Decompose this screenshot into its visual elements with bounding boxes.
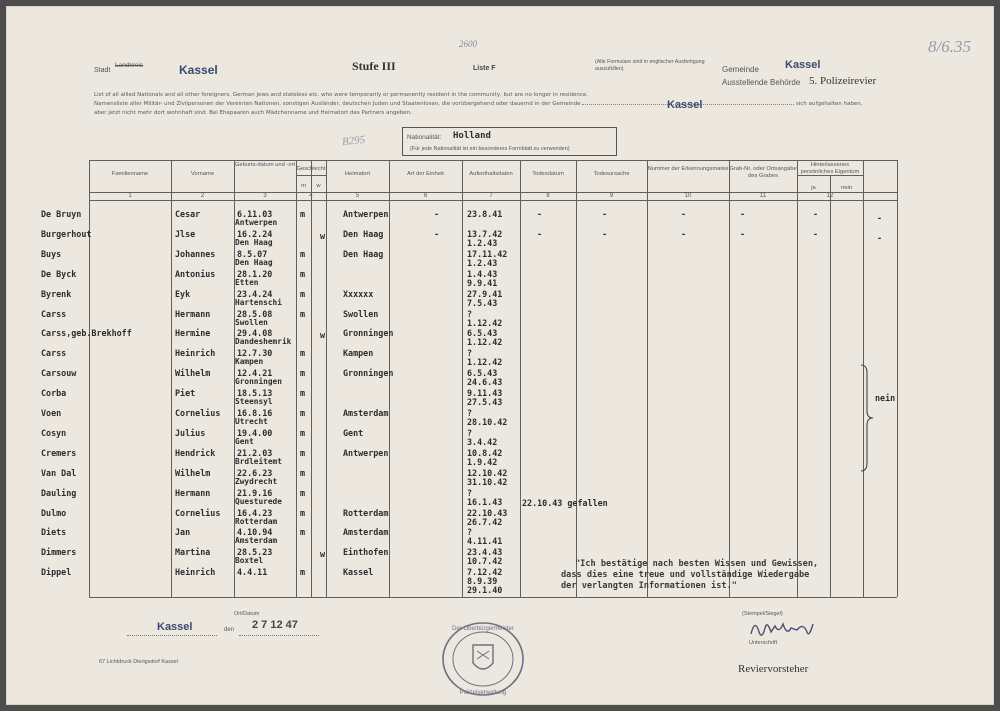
- cell-familienname: Dauling: [41, 487, 77, 498]
- cell-heimatort: Gronningen: [343, 368, 394, 379]
- cell-geburtsdatum: 4.4.11: [237, 567, 268, 578]
- cell-geburtsort: Hartenschi: [235, 297, 282, 307]
- cell-aufenthalt: ?: [467, 427, 473, 438]
- cell-familienname: De Byck: [41, 268, 77, 279]
- document-sheet: [6, 6, 994, 705]
- cell-einheit: -: [434, 209, 440, 219]
- cell-geburtsort: Kampen: [235, 357, 264, 367]
- column-header: Art der Einheit: [407, 171, 444, 177]
- cell-sex-m: m: [300, 388, 306, 399]
- cell-heimatort: Gronningen: [343, 328, 394, 339]
- table-rule: [296, 160, 297, 597]
- table-rule: [830, 175, 831, 597]
- column-number: 10: [684, 193, 692, 199]
- cell-geburtsdatum: 28.5.08: [237, 308, 273, 319]
- cell-aufenthalt: 22.10.43: [467, 507, 508, 518]
- cell-aufenthalt-2: 9.9.41: [467, 277, 498, 288]
- cell-todesdatum: -: [537, 209, 543, 219]
- ort-value: Kassel: [157, 621, 193, 633]
- date-value: 2 7 12 47: [252, 619, 298, 631]
- cell-sex-m: m: [300, 447, 306, 458]
- cell-geburtsdatum: 4.10.94: [237, 527, 273, 538]
- cell-aufenthalt-2: 7.5.43: [467, 297, 498, 308]
- cell-heimatort: Xxxxxx: [343, 288, 374, 299]
- cell-familienname: Dulmo: [41, 507, 67, 518]
- cell-familienname: Diets: [41, 527, 67, 538]
- cell-geburtsdatum: 21.2.03: [237, 447, 273, 458]
- cell-geburtsdatum: 28.5.23: [237, 547, 273, 558]
- cert-line-2: dass dies eine treue und vollständige Wiedergabe: [561, 570, 810, 580]
- cell-geburtsort: Den Haag: [235, 257, 273, 267]
- cell-vorname: Cesar: [175, 209, 201, 219]
- cell-sex-w: w: [320, 330, 326, 341]
- cell-sex-m: m: [300, 507, 306, 518]
- cell-aufenthalt: 6.5.43: [467, 368, 498, 379]
- gemeinde-label: Gemeinde: [722, 65, 759, 74]
- table-rule: [296, 175, 326, 176]
- nationality-note: (Für jede Nationalität ist ein besonderes Formblatt zu verwenden): [410, 146, 570, 152]
- cell-aufenthalt-2: 27.5.43: [467, 397, 503, 408]
- cell-aufenthalt: ?: [467, 527, 473, 538]
- column-number: 6: [423, 193, 428, 199]
- cell-heimatort: Antwerpen: [343, 447, 389, 458]
- cell-aufenthalt-2: 26.7.42: [467, 516, 503, 527]
- cell-geburtsort: Swollen: [235, 317, 268, 327]
- cell-vorname: Eyk: [175, 288, 191, 299]
- cell-vorname: Martina: [175, 547, 211, 558]
- column-header: Grab-Nr. oder Ortsangabe des Grabes: [729, 166, 797, 179]
- cell-aufenthalt-2: 31.10.42: [467, 476, 508, 487]
- cell-aufenthalt: 23.8.41: [467, 209, 503, 219]
- cell-aufenthalt-2: 1.12.42: [467, 337, 503, 348]
- cell-vorname: Hermann: [175, 487, 211, 498]
- svg-text:Der Oberbürgermeister: Der Oberbürgermeister: [452, 626, 514, 632]
- cell-vorname: Heinrich: [175, 567, 216, 578]
- cell-sex-m: m: [300, 487, 306, 498]
- pencil-corner-note: 8/6.35: [928, 37, 971, 56]
- intro-paragraph: [94, 91, 900, 118]
- cell-grab: -: [740, 228, 746, 239]
- cell-familienname: De Bruyn: [41, 209, 82, 219]
- cell-familienname: Carss,geb.Brekhoff: [41, 328, 132, 339]
- table-rule: [647, 160, 648, 597]
- column-header: m: [301, 183, 306, 189]
- table-rule: [520, 160, 521, 597]
- cell-aufenthalt-2: 1.2.43: [467, 237, 498, 248]
- table-rule: [89, 160, 897, 161]
- intro-line-2-text: Namensliste aller Militär- und Zivilpersonen der Vereinten Nationen, sonstigen Ausländer, deutschen Juden und Staatenlosen, die vorübergehend oder dauernd in der Gemeinde: [94, 101, 581, 107]
- column-header: Todesursache: [593, 171, 630, 177]
- table-rule: [326, 160, 327, 597]
- cell-aufenthalt-2: 4.11.41: [467, 536, 503, 547]
- column-number: 1: [128, 193, 132, 199]
- table-rule: [462, 160, 463, 597]
- column-number: 5: [355, 193, 360, 199]
- cell-geburtsdatum: 16.8.16: [237, 408, 273, 418]
- svg-text:Polizeiverwaltung: Polizeiverwaltung: [459, 690, 507, 696]
- cell-familienname: Van Dal: [41, 467, 77, 478]
- printer-footnote: 67 Lichtdruck Dierigsdorf Kassel: [99, 659, 178, 665]
- den-label: den: [224, 627, 235, 633]
- cell-geburtsort: Den Haag: [235, 237, 273, 247]
- cell-vorname: Jlse: [175, 228, 196, 239]
- cell-geburtsort: Gronningen: [235, 377, 282, 387]
- reviervorsteher-label: Reviervorsteher: [738, 663, 809, 675]
- intro-line-3: aber jetzt nicht mehr dort wohnhaft sind. Bei Ehepaaren auch Mädchenname und Heimatort des Partners angeben.: [94, 110, 412, 116]
- signature: [749, 614, 815, 642]
- cell-sex-w: w: [320, 549, 326, 560]
- cell-geburtsort: Utrecht: [235, 417, 268, 426]
- cell-geburtsort: Steensyl: [235, 397, 273, 407]
- cell-aufenthalt: ?: [467, 308, 473, 319]
- cell-sex-w: w: [320, 230, 326, 241]
- column-header: ja: [811, 185, 816, 191]
- table-rule: [897, 160, 898, 597]
- table-rule: [797, 160, 798, 597]
- cell-heimatort: Amsterdam: [343, 527, 389, 538]
- cell-sex-m: m: [300, 527, 306, 538]
- cell-aufenthalt-2: 1.9.42: [467, 456, 498, 467]
- cell-familienname: Carss: [41, 308, 67, 319]
- cell-todesdatum: -: [537, 228, 543, 239]
- cell-aufenthalt: 10.8.42: [467, 447, 503, 458]
- cell-vorname: Cornelius: [175, 408, 221, 418]
- cell-vorname: Cornelius: [175, 507, 221, 518]
- column-number: 12: [826, 193, 834, 199]
- ort-datum-label: Ort/Datum: [234, 611, 260, 617]
- behoerde-value: 5. Polizeirevier: [809, 75, 877, 87]
- table-rule: [171, 160, 172, 597]
- nationality-label: Nationalität:: [407, 134, 442, 141]
- nationality-value: Holland: [453, 131, 491, 141]
- cell-aufenthalt-2: 1.12.42: [467, 317, 503, 328]
- cell-geburtsort: Rotterdam: [235, 516, 278, 526]
- cell-geburtsdatum: 22.6.23: [237, 467, 273, 478]
- cell-aufenthalt-2: 1.2.43: [467, 257, 498, 268]
- column-header: nein: [841, 185, 852, 191]
- intro-line-2: [94, 100, 900, 109]
- table-rule: [389, 160, 390, 597]
- cell-vorname: Hermine: [175, 328, 211, 339]
- cell-eigentum-nein: -: [877, 232, 883, 243]
- cell-sex-m: m: [300, 567, 306, 578]
- cell-familienname: Dimmers: [41, 547, 77, 558]
- cell-familienname: Carsouw: [41, 368, 77, 379]
- cell-vorname: Wilhelm: [175, 368, 211, 379]
- cell-heimatort: Den Haag: [343, 228, 384, 239]
- cell-eigentum-ja: -: [813, 209, 819, 219]
- cell-geburtsdatum: 19.4.00: [237, 427, 273, 438]
- cell-familienname: Byrenk: [41, 288, 72, 299]
- column-header: Familienname: [111, 171, 149, 177]
- cell-geburtsdatum: 23.4.24: [237, 288, 273, 299]
- cell-sex-m: m: [300, 288, 306, 299]
- cell-geburtsort: Questurede: [235, 496, 282, 506]
- unterschrift-label: Unterschrift: [749, 640, 778, 646]
- table-rule: [576, 160, 577, 597]
- cell-sex-m: m: [300, 268, 306, 279]
- liste-label: Liste F: [473, 65, 496, 72]
- table-rule: [311, 160, 312, 597]
- cell-aufenthalt: 12.10.42: [467, 467, 508, 478]
- cell-aufenthalt: 13.7.42: [467, 228, 503, 239]
- intro-line-2-end: sich aufgehalten haben,: [796, 101, 863, 107]
- cell-sex-m: m: [300, 467, 306, 478]
- date-line: [239, 635, 319, 636]
- cell-vorname: Antonius: [175, 268, 216, 279]
- cell-heimatort: Amsterdam: [343, 408, 389, 418]
- cell-heimatort: Gent: [343, 427, 364, 438]
- column-header: Nummer der Erkennungsmarke: [647, 166, 729, 172]
- cell-einheit: -: [434, 228, 440, 239]
- cell-aufenthalt-2: 16.1.43: [467, 496, 503, 507]
- cell-vorname: Wilhelm: [175, 467, 211, 478]
- cell-sex-m: m: [300, 348, 306, 359]
- cell-heimatort: Kampen: [343, 348, 374, 359]
- cell-aufenthalt: ?: [467, 487, 473, 498]
- cell-sex-m: m: [300, 209, 306, 219]
- cell-vorname: Hendrick: [175, 447, 216, 458]
- column-header: w: [316, 183, 321, 189]
- table-rule: [89, 160, 90, 597]
- curly-brace: [859, 363, 875, 473]
- cell-geburtsdatum: 18.5.13: [237, 388, 273, 399]
- cell-familienname: Voen: [41, 408, 62, 418]
- cell-sex-m: m: [300, 408, 306, 418]
- cell-heimatort: Kassel: [343, 567, 374, 578]
- certification-statement: [561, 559, 861, 592]
- column-number: 11: [759, 193, 767, 199]
- column-header: Todesdatum: [532, 171, 564, 177]
- column-number: 2: [200, 193, 205, 199]
- cell-geburtsort: Etten: [235, 277, 259, 287]
- cell-geburtsort: Zwydrecht: [235, 476, 278, 486]
- table-rule: [89, 200, 897, 201]
- cell-todesdatum: 22.10.43 gefallen: [522, 497, 608, 508]
- cell-heimatort: Rotterdam: [343, 507, 389, 518]
- column-header: Hinterlassenes persönliches Eigentum: [800, 162, 860, 175]
- cell-aufenthalt-2: 1.12.42: [467, 357, 503, 368]
- landkreis-label: Landkreis: [115, 62, 144, 69]
- cell-aufenthalt-2: 10.7.42: [467, 556, 503, 567]
- cell-aufenthalt: 23.4.43: [467, 547, 503, 558]
- cell-sex-m: m: [300, 427, 306, 438]
- cell-aufenthalt: 6.5.43: [467, 328, 498, 339]
- cell-geburtsdatum: 21.9.16: [237, 487, 273, 498]
- cell-aufenthalt: 7.12.42: [467, 567, 503, 578]
- cell-familienname: Cremers: [41, 447, 77, 458]
- cell-heimatort: Einthofen: [343, 547, 389, 558]
- cell-aufenthalt-2: 24.6.43: [467, 377, 503, 388]
- cell-familienname: Corba: [41, 388, 67, 399]
- stadt-label: Stadt: [94, 67, 111, 74]
- cell-vorname: Jan: [175, 527, 191, 538]
- cert-line-1: "Ich bestätige nach besten Wissen und Gewissen,: [575, 559, 819, 569]
- stufe-title: Stufe III: [352, 59, 396, 73]
- cell-eigentum-nein: nein: [875, 393, 896, 403]
- column-number: 3: [263, 193, 267, 199]
- cell-aufenthalt: 9.11.43: [467, 388, 503, 399]
- cell-geburtsdatum: 16.4.23: [237, 507, 273, 518]
- cell-todesursache: -: [602, 209, 608, 219]
- cell-familienname: Burgerhout: [41, 228, 92, 239]
- cell-sex-m: m: [300, 368, 306, 379]
- cell-aufenthalt-last: 29.1.40: [467, 585, 503, 596]
- official-seal: [437, 619, 529, 699]
- column-number: 8: [546, 193, 550, 199]
- cell-heimatort: Antwerpen: [343, 209, 389, 219]
- column-header: Aufenthaltsdaten: [469, 171, 513, 177]
- cell-sex-m: m: [300, 248, 306, 259]
- cell-familienname: Dippel: [41, 567, 72, 578]
- column-header: Heimatort: [344, 171, 371, 177]
- cell-vorname: Johannes: [175, 248, 216, 259]
- cell-todesursache: -: [602, 228, 608, 239]
- column-header: Geschlecht: [296, 166, 326, 172]
- cert-line-3: der verlangten Informationen ist.": [561, 581, 737, 591]
- cell-familienname: Cosyn: [41, 427, 67, 438]
- column-header: Vorname: [190, 171, 215, 177]
- cell-geburtsort: Boxtel: [235, 556, 264, 566]
- pencil-number: 2600: [459, 39, 477, 49]
- cell-geburtsdatum: 12.7.30: [237, 348, 273, 359]
- cell-vorname: Heinrich: [175, 348, 216, 359]
- cell-aufenthalt: 1.4.43: [467, 268, 498, 279]
- cell-aufenthalt: ?: [467, 408, 473, 418]
- cell-geburtsort: Brdleitemt: [235, 456, 282, 466]
- cell-vorname: Hermann: [175, 308, 211, 319]
- cell-aufenthalt: 17.11.42: [467, 248, 508, 259]
- cell-geburtsort: Gent: [235, 436, 254, 446]
- cell-geburtsdatum: 16.2.24: [237, 228, 273, 239]
- cell-grab: -: [740, 209, 746, 219]
- cell-erkennungsmarke: -: [681, 209, 687, 219]
- cell-aufenthalt-2: 28.10.42: [467, 417, 508, 427]
- cell-familienname: Buys: [41, 248, 62, 259]
- cell-geburtsdatum: 12.4.21: [237, 368, 273, 379]
- intro-city-value: Kassel: [667, 99, 703, 111]
- cell-aufenthalt-2: 3.4.42: [467, 436, 498, 447]
- gemeinde-value: Kassel: [785, 59, 821, 71]
- column-number: 4: [309, 193, 313, 199]
- behoerde-label: Ausstellende Behörde: [722, 78, 801, 87]
- cell-geburtsort: Amsterdam: [235, 536, 278, 546]
- cell-familienname: Carss: [41, 348, 67, 359]
- cell-erkennungsmarke: -: [681, 228, 687, 239]
- table-rule: [729, 160, 730, 597]
- cell-geburtsdatum: 28.1.20: [237, 268, 273, 279]
- column-number: 9: [609, 193, 614, 199]
- ink-stamp-mark: B295: [341, 133, 366, 149]
- stadt-value: Kassel: [179, 63, 218, 77]
- cell-heimatort: Swollen: [343, 308, 379, 319]
- table-rule: [89, 597, 897, 598]
- cell-geburtsdatum: 8.5.07: [237, 248, 268, 259]
- cell-geburtsort: Dandeshemrik: [235, 337, 292, 347]
- intro-line-1: List of all allied Nationals and all other foreigners, German Jews and stateless etc. who were temporarily or permanently resident in the community, but are no longer in residence.: [94, 92, 589, 98]
- form-note: (Alle Formulare sind in englischer Ausfertigung auszufüllen): [595, 59, 705, 72]
- cell-aufenthalt: ?: [467, 348, 473, 359]
- ort-line: [127, 635, 217, 636]
- cell-heimatort: Den Haag: [343, 248, 384, 259]
- stempel-label: (Stempel/Siegel): [742, 611, 783, 617]
- cell-vorname: Julius: [175, 427, 206, 438]
- cell-aufenthalt-2: 8.9.39: [467, 576, 498, 587]
- column-number: 7: [489, 193, 493, 199]
- cell-aufenthalt: 27.9.41: [467, 288, 503, 299]
- cell-eigentum-ja: -: [813, 228, 819, 239]
- cell-sex-m: m: [300, 308, 306, 319]
- cell-geburtsdatum: 29.4.08: [237, 328, 273, 339]
- cell-geburtsdatum: 6.11.03: [237, 209, 273, 219]
- cell-eigentum-nein: -: [877, 213, 883, 223]
- cell-geburtsort: Antwerpen: [235, 218, 278, 227]
- cell-vorname: Piet: [175, 388, 196, 399]
- column-header: Geburts-datum und -ort: [234, 162, 296, 168]
